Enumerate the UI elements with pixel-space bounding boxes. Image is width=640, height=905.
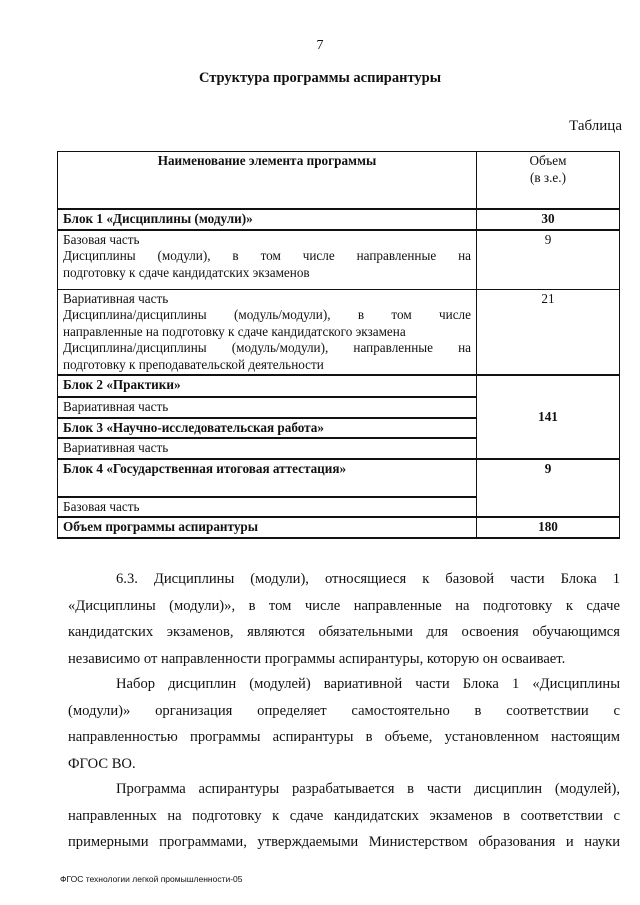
program-structure-table bbox=[57, 151, 620, 539]
block1-base-part-cell bbox=[58, 230, 477, 290]
var-disc2-line2: подготовку к преподавательской деятельности bbox=[63, 356, 324, 372]
block1-base-part-row bbox=[58, 230, 620, 290]
total-label: Объем программы аспирантуры bbox=[58, 517, 477, 538]
total-value: 180 bbox=[477, 517, 620, 538]
p2-line: Набор дисциплин (модулей) вариативной части Блока 1 «Дисциплины bbox=[116, 676, 620, 692]
header-volume: Объем (в з.е.) bbox=[477, 152, 620, 210]
p2-line: ФГОС ВО. bbox=[68, 755, 136, 772]
var-part-label: Вариативная часть bbox=[63, 290, 169, 306]
p2-line: направленностью программы аспирантуры в объеме, установленном настоящим bbox=[68, 729, 620, 745]
total-row bbox=[58, 517, 620, 538]
table-label: Таблица bbox=[569, 118, 622, 134]
block1-title: Блок 1 «Дисциплины (модули)» bbox=[58, 209, 477, 230]
block4-row bbox=[58, 459, 620, 497]
base-value: 9 bbox=[477, 230, 620, 290]
block4-value: 9 bbox=[477, 459, 620, 518]
paragraph-6-3 bbox=[68, 566, 620, 672]
header-element-name: Наименование элемента программы bbox=[58, 152, 477, 210]
p3-line: примерными программами, утверждаемыми Министерством образования и науки bbox=[68, 834, 620, 850]
block2-title: Блок 2 «Практики» bbox=[58, 375, 477, 397]
page-number: 7 bbox=[316, 38, 324, 53]
block1-row bbox=[58, 209, 620, 230]
paragraph-variative bbox=[68, 671, 620, 777]
base-disc-line2: подготовку к сдаче кандидатских экзаменов bbox=[63, 264, 310, 280]
p1-line: 6.3. Дисциплины (модули), относящиеся к базовой части Блока 1 bbox=[116, 571, 620, 587]
blocks23-value: 141 bbox=[477, 375, 620, 459]
base-part-label: Базовая часть bbox=[63, 231, 140, 247]
block2-var: Вариативная часть bbox=[58, 397, 477, 418]
base-disc-line1: Дисциплины (модули), в том числе направленные на bbox=[63, 248, 471, 263]
block3-var: Вариативная часть bbox=[58, 438, 477, 459]
page-footer: ФГОС технологии легкой промышленности-05 bbox=[60, 874, 243, 884]
block2-row bbox=[58, 375, 620, 397]
p3-line: Программа аспирантуры разрабатывается в части дисциплин (модулей), bbox=[116, 781, 620, 797]
p2-line: (модули)» организация определяет самостоятельно в соответствии с bbox=[68, 702, 620, 719]
var-disc2-line1: Дисциплина/дисциплины (модуль/модули), направленные на bbox=[63, 340, 471, 355]
block4-base: Базовая часть bbox=[58, 497, 477, 518]
block1-var-part-cell bbox=[58, 289, 477, 375]
var-value: 21 bbox=[477, 289, 620, 375]
table-header-row bbox=[58, 152, 620, 210]
block4-title: Блок 4 «Государственная итоговая аттестация» bbox=[58, 459, 477, 497]
block1-total: 30 bbox=[477, 209, 620, 230]
paragraph-program bbox=[68, 776, 620, 856]
p1-line: кандидатских экзаменов, являются обязательными для освоения обучающимся bbox=[68, 624, 620, 640]
var-disc1-line2: направленные на подготовку к сдаче кандидатского экзамена bbox=[63, 323, 406, 339]
page-title: Структура программы аспирантуры bbox=[198, 70, 442, 86]
var-disc1-line1: Дисциплина/дисциплины (модуль/модули), в том числе bbox=[63, 307, 471, 322]
block3-title: Блок 3 «Научно-исследовательская работа» bbox=[58, 418, 477, 439]
p1-line: независимо от направленности программы аспирантуры, которую он осваивает. bbox=[68, 650, 566, 667]
block1-var-part-row bbox=[58, 289, 620, 375]
p1-line: «Дисциплины (модули)», в том числе направленные на подготовку к сдаче bbox=[68, 597, 620, 614]
p3-line: направленных на подготовку к сдаче кандидатских экзаменов в соответствии с bbox=[68, 807, 620, 824]
